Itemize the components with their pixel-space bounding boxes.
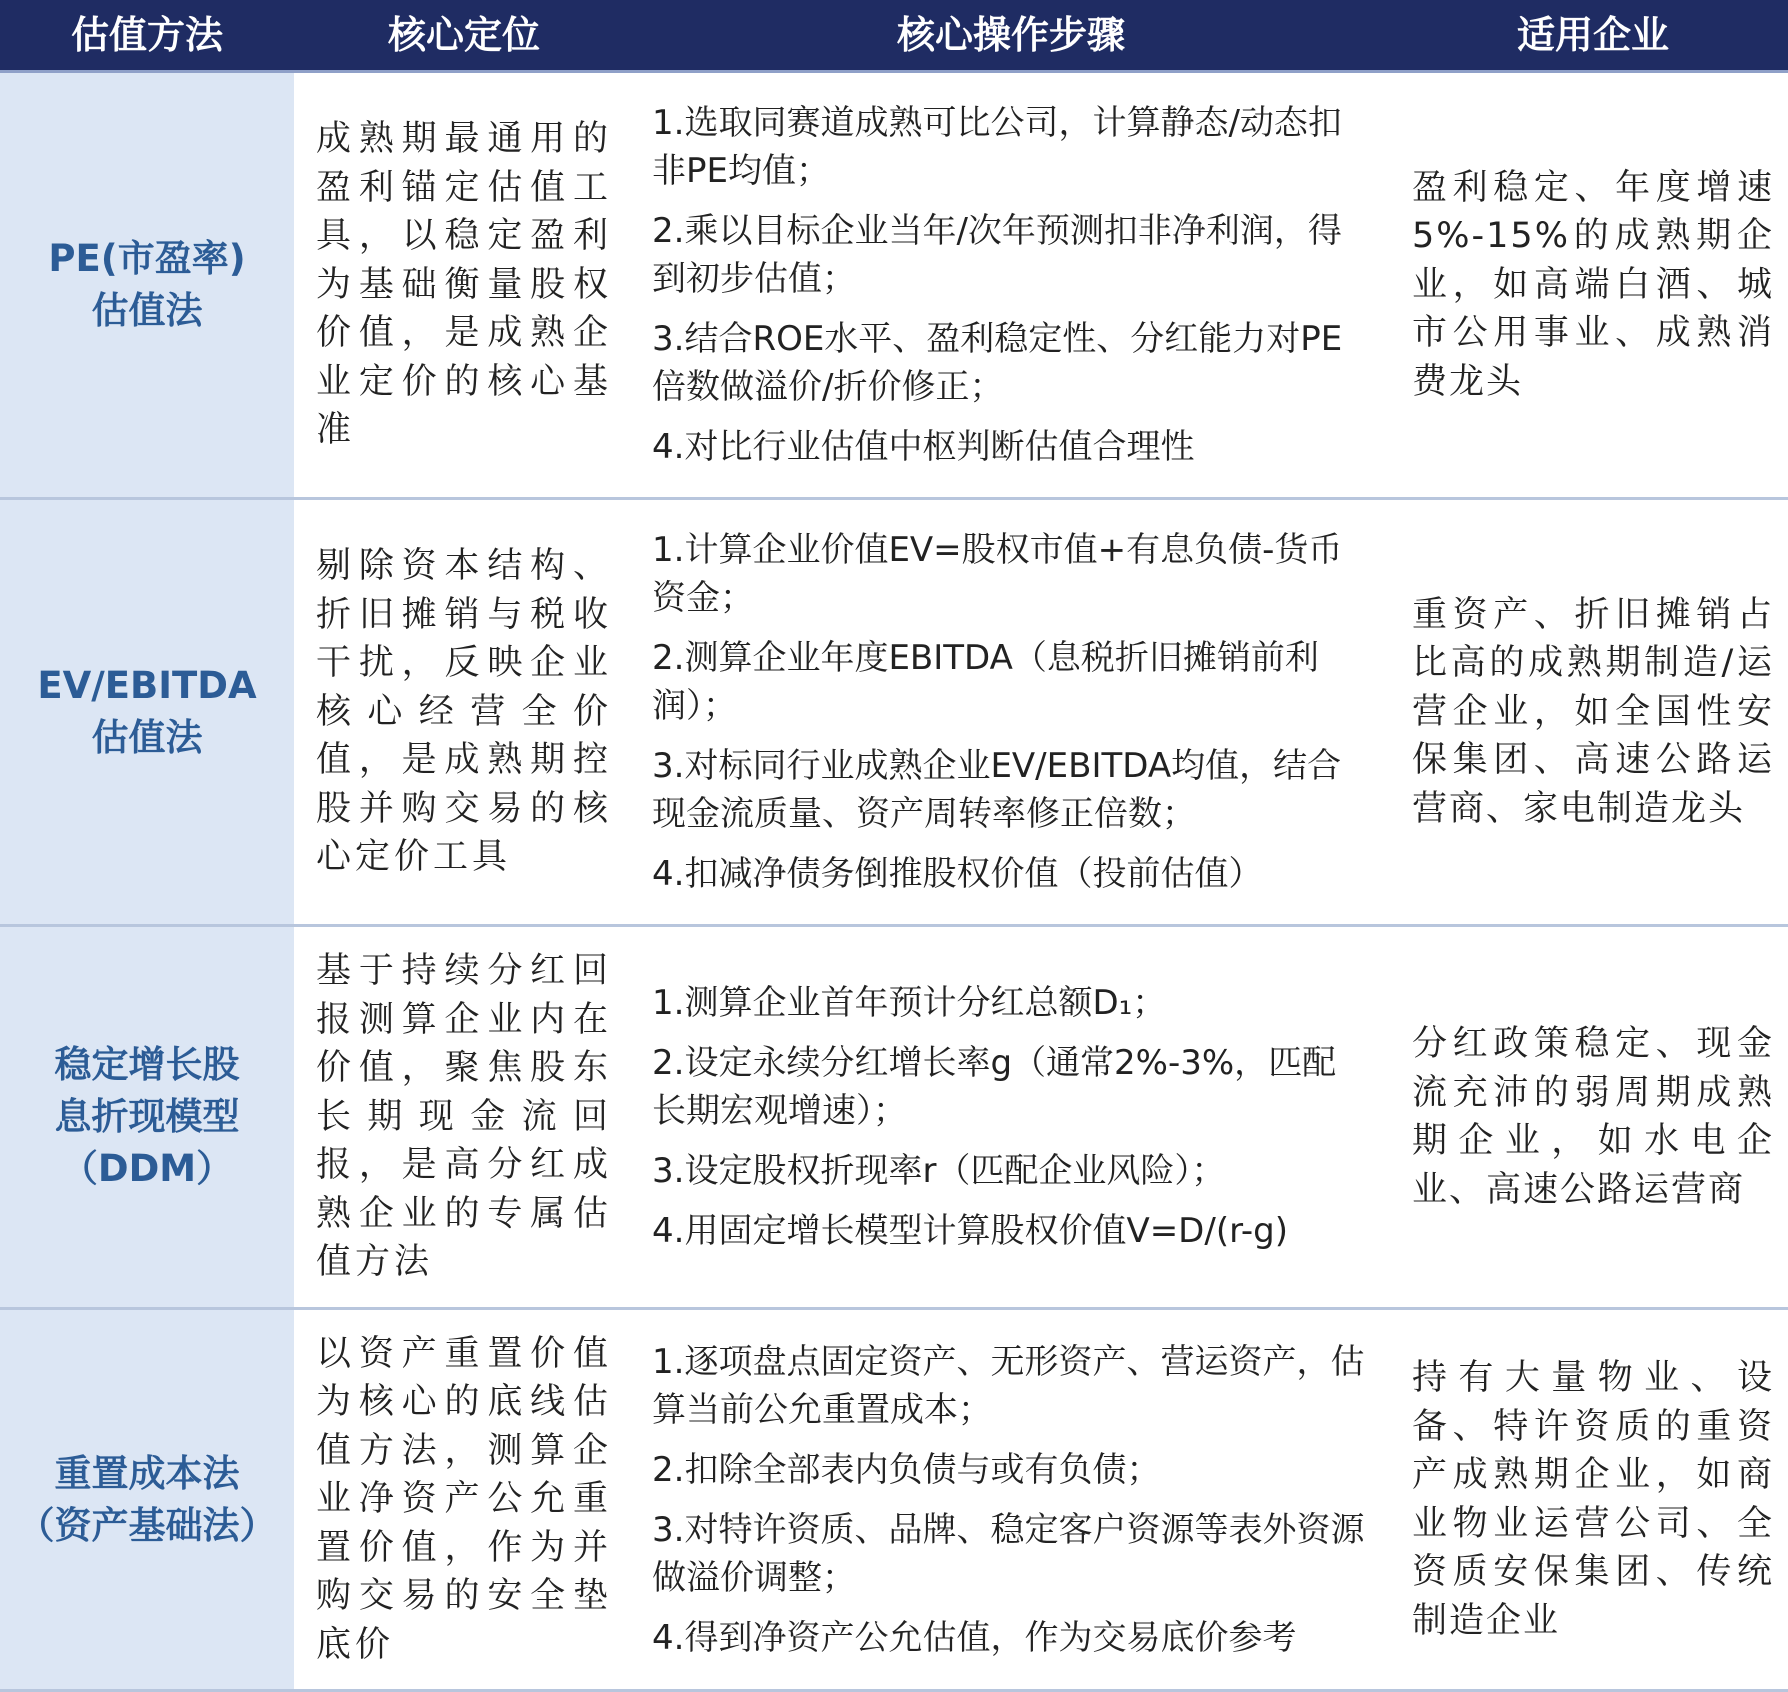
positioning-text: 基于持续分红回报测算企业内在价值，聚焦股东长期现金流回报，是高分红成熟企业的专属估值方法 [316, 951, 612, 1283]
applicable-text: 重资产、折旧摊销占比高的成熟期制造/运营企业，如全国性安保集团、高速公路运营商、家电制造龙头 [1412, 594, 1774, 829]
positioning-text: 剔除资本结构、折旧摊销与税收干扰，反映企业核心经营全价值，是成熟期控股并购交易的核心定价工具 [316, 546, 612, 878]
step-item: 2.扣除全部表内负债与或有负债； [652, 1449, 1161, 1490]
method-cell [0, 927, 294, 1307]
header-steps: 核心操作步骤 [896, 13, 1125, 57]
table-row [0, 1310, 1788, 1692]
steps-cell [652, 73, 1370, 497]
table-row [0, 927, 1788, 1310]
method-cell [0, 73, 294, 497]
steps-cell [652, 1310, 1370, 1689]
step-item: 3.结合ROE水平、盈利稳定性、分红能力对PE倍数做溢价/折价修正； [652, 319, 1343, 407]
header-applicable: 适用企业 [1516, 13, 1669, 57]
method-name: 重置成本法 （资产基础法） [17, 1451, 277, 1547]
step-item: 1.选取同赛道成熟可比公司，计算静态/动态扣非PE均值； [652, 103, 1342, 191]
header-method: 估值方法 [70, 13, 223, 57]
positioning-cell [316, 1310, 612, 1689]
step-item: 4.扣减净债务倒推股权价值（投前估值） [652, 854, 1263, 894]
applicable-cell [1412, 927, 1774, 1307]
step-item: 4.对比行业估值中枢判断估值合理性 [652, 427, 1195, 467]
step-item: 2.乘以目标企业当年/次年预测扣非净利润，得到初步估值； [652, 211, 1342, 299]
table-row [0, 73, 1788, 500]
step-item: 4.用固定增长模型计算股权价值V=D/(r-g) [652, 1211, 1289, 1251]
step-item: 1.计算企业价值EV=股权市值+有息负债-货币资金； [652, 530, 1343, 618]
method-name: EV/EBITDA 估值法 [37, 664, 257, 759]
header-positioning: 核心定位 [387, 13, 540, 57]
applicable-cell [1412, 1310, 1774, 1689]
applicable-cell [1412, 73, 1774, 497]
steps-cell [652, 500, 1370, 924]
positioning-text: 成熟期最通用的盈利锚定估值工具，以稳定盈利为基础衡量股权价值，是成熟企业定价的核心基准 [316, 119, 612, 451]
method-name: PE(市盈率) 估值法 [48, 237, 246, 332]
step-item: 3.对标同行业成熟企业EV/EBITDA均值，结合现金流质量、资产周转率修正倍数； [652, 746, 1342, 834]
step-item: 1.测算企业首年预计分红总额D₁； [652, 983, 1167, 1023]
applicable-text: 盈利稳定、年度增速5%-15%的成熟期企业，如高端白酒、城市公用事业、成熟消费龙头 [1412, 167, 1774, 402]
step-item: 1.逐项盘点固定资产、无形资产、营运资产，估算当前公允重置成本； [652, 1341, 1365, 1430]
positioning-cell [316, 500, 612, 924]
step-item: 4.得到净资产公允估值，作为交易底价参考 [652, 1617, 1297, 1658]
step-item: 3.对特许资质、品牌、稳定客户资源等表外资源做溢价调整； [652, 1509, 1365, 1598]
applicable-cell [1412, 500, 1774, 924]
method-name: 稳定增长股 息折现模型 （DDM） [54, 1043, 240, 1190]
table-row [0, 500, 1788, 927]
step-item: 2.测算企业年度EBITDA（息税折旧摊销前利润）； [652, 638, 1319, 726]
step-item: 3.设定股权折现率r（匹配企业风险）； [652, 1151, 1226, 1191]
positioning-cell [316, 927, 612, 1307]
method-cell [0, 1310, 294, 1689]
step-item: 2.设定永续分红增长率g（通常2%-3%，匹配长期宏观增速）； [652, 1043, 1337, 1131]
table-header [0, 0, 1788, 73]
positioning-text: 以资产重置价值为核心的底线估值方法，测算企业净资产公允重置价值，作为并购交易的安全垫底价 [316, 1333, 612, 1665]
applicable-text: 持有大量物业、设备、特许资质的重资产成熟期企业，如商业物业运营公司、全资质安保集团、传统制造企业 [1412, 1358, 1774, 1641]
positioning-cell [316, 73, 612, 497]
steps-cell [652, 927, 1370, 1307]
method-cell [0, 500, 294, 924]
applicable-text: 分红政策稳定、现金流充沛的弱周期成熟期企业，如水电企业、高速公路运营商 [1412, 1024, 1774, 1210]
